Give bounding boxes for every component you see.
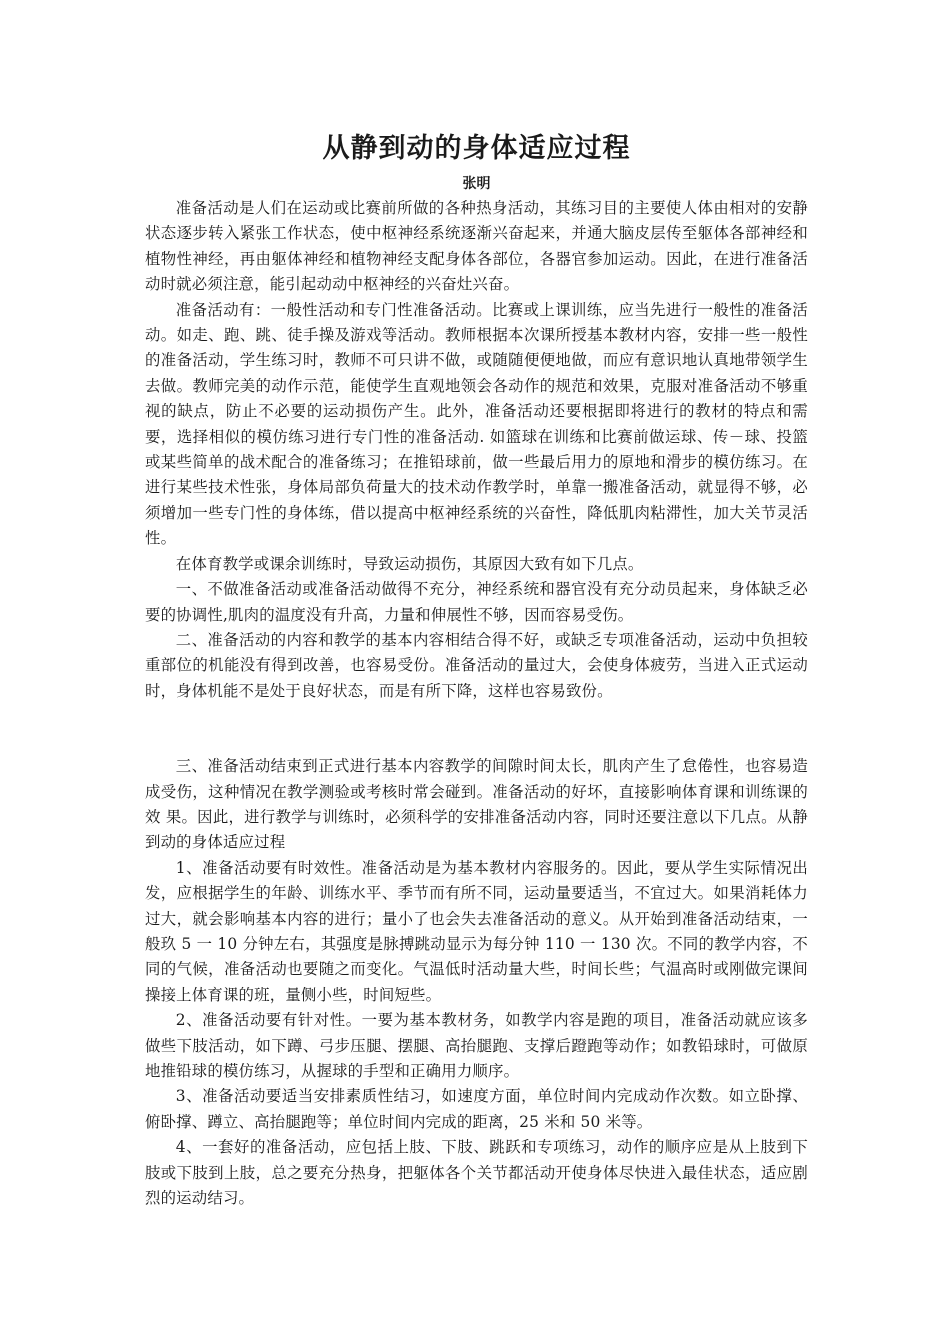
paragraph-intro: 准备活动是人们在运动或比赛前所做的各种热身活动，其练习目的主要使人体由相对的安静状态逐步转入紧张工作状态，使中枢神经系统逐渐兴奋起来，并通大脑皮层传至躯体各部神经和植物性神经，再由躯体神经和植物神经支配身体各部位，各器官参加运动。因此，在进行准备活动时就必须注意，能引起动动中枢神经的兴奋灶兴奋。	[145, 199, 808, 294]
document-author: 张明	[462, 176, 491, 192]
paragraph-cause-one: 一、不做准备活动或准备活动做得不充分，神经系统和器官没有充分动员起来，身体缺乏必要的协调性,肌肉的温度没有升高，力量和伸展性不够，因而容易受伤。	[145, 580, 808, 624]
paragraph-point-one: 1、准备活动要有时效性。准备活动是为基本教材内容服务的。因此，要从学生实际情况出发，应根据学生的年龄、训练水平、季节而有所不同，运动量要适当，不宜过大。如果消耗体力过大，就会影响基本内容的进行；量小了也会失去准备活动的意义。从开始到准备活动结束，一般玖 5 一 10 分钟左右，其强度是脉搏跳动显示为每分钟 110 一 130 次。不同的教学内容，不同的气候，准备活动也要随之而变化。气温低时活动量大些，时间长些；气温高时或刚做完课间操接上体育课的班，量侧小些，时间短些。	[145, 858, 808, 1004]
paragraph-types: 准备活动有：一般性活动和专门性准备活动。比赛或上课训练，应当先进行一般性的准备活动。如走、跑、跳、徒手操及游戏等活动。教师根据本次课所授基本教材内容，安排一些一般性的准备活动，学生练习时，教师不可只讲不做，或随随便便地做，而应有意识地认真地带领学生去做。教师完美的动作示范，能使学生直观地领会各动作的规范和效果，克服对准备活动不够重视的缺点，防止不必要的运动损伤产生。此外，准备活动还要根据即将进行的教材的特点和需要，选择相似的模仿练习进行专门性的准备活动. 如篮球在训练和比赛前做运球、传－球、投篮或某些简单的战术配合的准备练习；在推铅球前，做一些最后用力的原地和滑步的模仿练习。在进行某些技术性张，身体局部负荷量大的技术动作教学时，单靠一搬准备活动，就显得不够，必须增加一些专门性的身体练，借以提高中枢神经系统的兴奋性，降低肌肉粘滞性，加大关节灵活性。	[145, 300, 808, 548]
document-page	[145, 128, 808, 1211]
paragraph-cause-two: 二、准备活动的内容和教学的基本内容相结合得不好，或缺乏专项准备活动，运动中负担较重部位的机能没有得到改善，也容易受份。准备活动的量过大，会使身体疲劳，当进入正式运动时，身体机能不是处于良好状态，而是有所下降，这样也容易致份。	[145, 630, 808, 700]
blank-gap	[145, 704, 808, 754]
paragraph-point-four: 4、一套好的准备活动，应包括上肢、下肢、跳跃和专项练习，动作的顺序应是从上肢到下肢或下肢到上肢，总之要充分热身，把躯体各个关节都活动开使身体尽快进入最佳状态，适应剧烈的运动结习。	[145, 1138, 808, 1208]
paragraph-causes-intro: 在体育教学或课余训练时，导致运动损伤，其原因大致有如下几点。	[175, 554, 644, 573]
paragraph-point-three: 3、准备活动要适当安排素质性结习，如速度方面，单位时间内完成动作次数。如立卧撑、俯卧撑、蹲立、高抬腿跑等；单位时间内完成的距离，25 米和 50 米等。	[145, 1087, 808, 1131]
paragraph-point-two: 2、准备活动要有针对性。一要为基本教材务，如教学内容是跑的项目，准备活动就应该多做些下肢活动，如下蹲、弓步压腿、摆腿、高抬腿跑、支撑后蹬跑等动作；如教铅球时，可做原地推铅球的模仿练习，从握球的手型和正确用力顺序。	[145, 1011, 808, 1080]
document-title: 从静到动的身体适应过程	[322, 133, 631, 164]
paragraph-cause-three: 三、准备活动结束到正式进行基本内容教学的间隙时间太长，肌肉产生了怠倦性，也容易造成受伤，这种情况在教学测验或考核时常会碰到。准备活动的好坏，直接影响体育课和训练课的效 果。因此，进行教学与训练时，必须科学的安排准备活动内容，同时还要注意以下几点。从静到动的身体适应过程	[145, 757, 808, 852]
